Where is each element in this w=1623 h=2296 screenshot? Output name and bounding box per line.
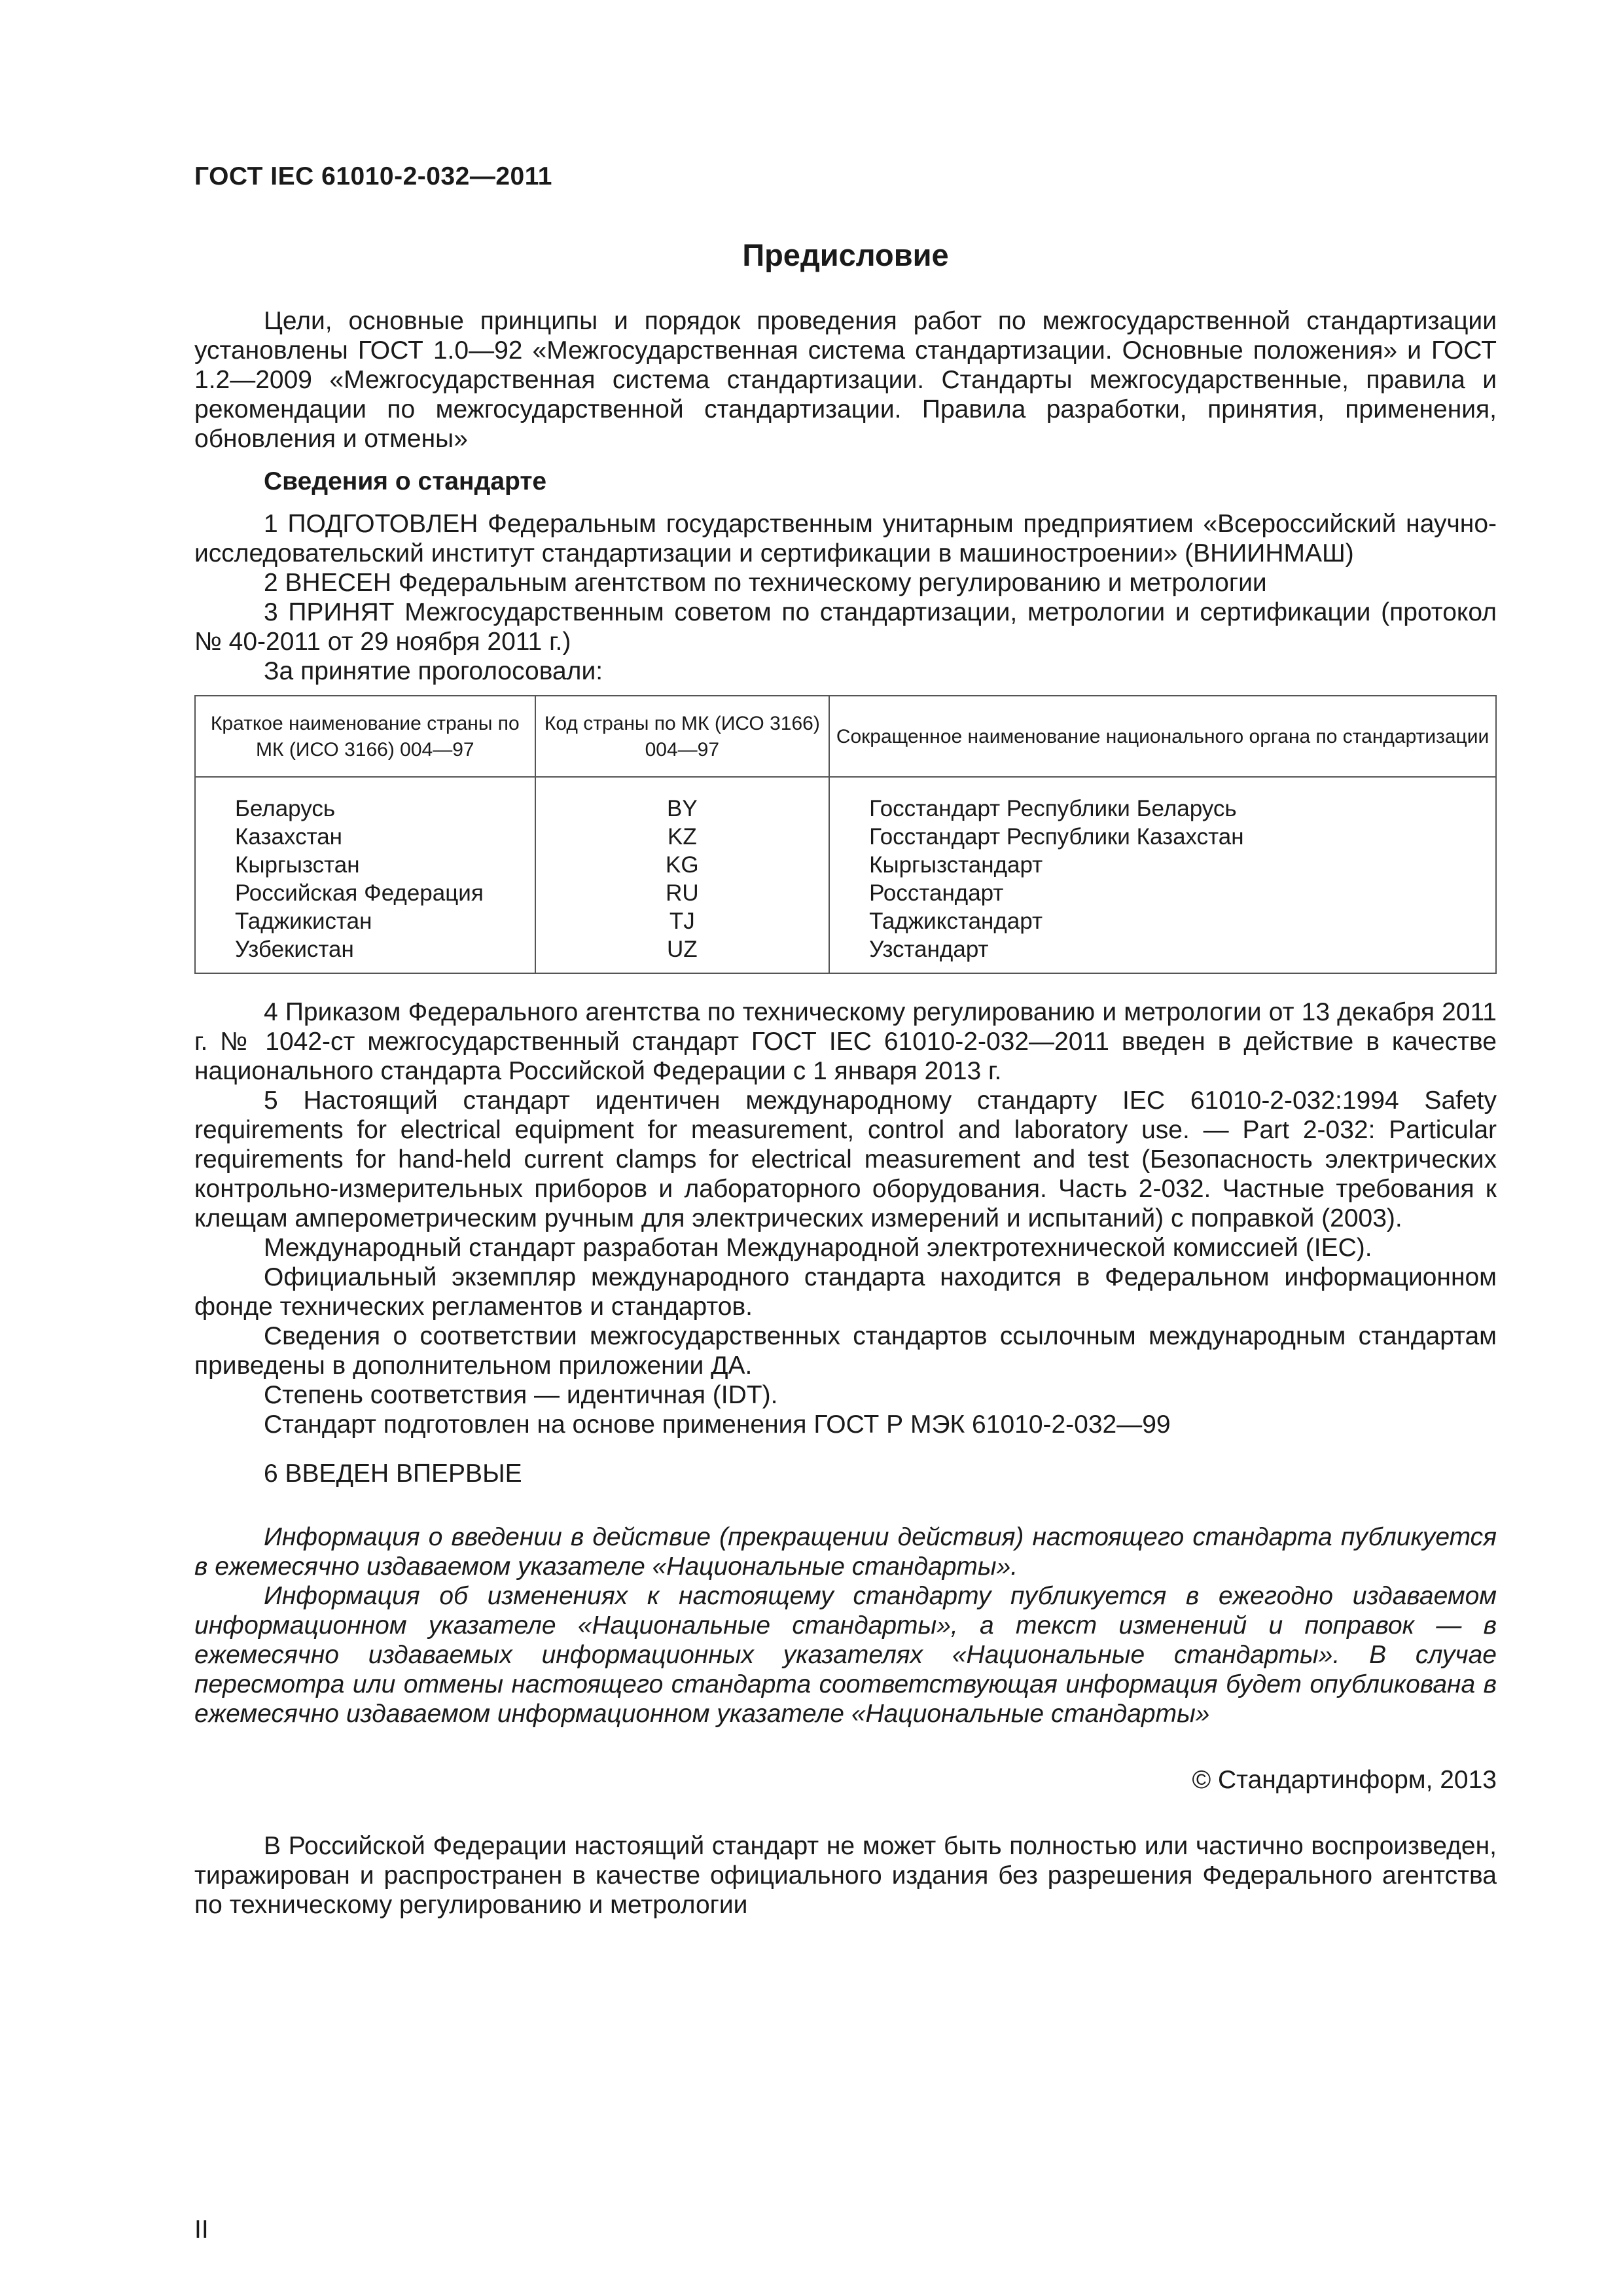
footer-notice: В Российской Федерации настоящий стандарт не может быть полностью или частично воспроизведен, тиражирован и распространен в качестве официального издания без разрешения Федерального агентства по техническому регулированию и метрологии	[194, 1832, 1497, 1919]
copyright: © Стандартинформ, 2013	[1192, 1766, 1497, 1794]
code-cell: RU	[535, 879, 829, 907]
country-cell: Российская Федерация	[195, 879, 535, 907]
page-title: Предисловие	[742, 238, 949, 272]
item-5: 5 Настоящий стандарт идентичен международному стандарту IEC 61010-2-032:1994 Safety requirements for electrical equipment for measurement, control and laboratory use. — Part 2-032: Particular requirements for hand-held current clamps for electrical measurement and test (Безопасность электрических контрольно-измерительных приборов и лабораторного оборудования. Часть 2-032. Частные требования к клещам амперометрическим ручным для электрических измерений и испытаний) с поправкой (2003).	[194, 1086, 1497, 1232]
vote-table-header-country: Краткое наименование страны по МК (ИСО 3166) 004—97	[195, 696, 535, 777]
code-cell: KG	[535, 851, 829, 879]
country-cell: Беларусь	[195, 784, 535, 823]
table-row	[195, 935, 1496, 973]
country-cell: Казахстан	[195, 823, 535, 851]
main-content	[194, 306, 1497, 1920]
item-3: 3 ПРИНЯТ Межгосударственным советом по стандартизации, метрологии и сертификации (протокол № 40-2011 от 29 ноября 2011 г.)	[194, 598, 1497, 656]
vote-table-header-body: Сокращенное наименование национального органа по стандартизации	[829, 696, 1496, 777]
document-code: ГОСТ IEC 61010-2-032—2011	[194, 162, 552, 190]
info-heading: Сведения о стандарте	[264, 467, 547, 495]
item-5-degree: Степень соответствия — идентичная (IDT).	[264, 1381, 778, 1409]
intro-paragraph: Цели, основные принципы и порядок проведения работ по межгосударственной стандартизации установлены ГОСТ 1.0—92 «Межгосударственная система стандартизации. Основные положения» и ГОСТ 1.2—2009 «Межгосударственная система стандартизации. Стандарты межгосударственные, правила и рекомендации по межгосударственной стандартизации. Правила разработки, принятия, применения, обновления и отмены»	[194, 307, 1497, 453]
code-cell: TJ	[535, 907, 829, 935]
item-4: 4 Приказом Федерального агентства по техническому регулированию и метрологии от 13 декабря 2011 г. № 1042-ст межгосударственный стандарт ГОСТ IEC 61010-2-032—2011 введен в действие в качестве национального стандарта Российской Федерации с 1 января 2013 г.	[194, 998, 1497, 1085]
table-row	[195, 784, 1496, 823]
vote-table	[194, 695, 1497, 974]
table-row	[195, 851, 1496, 879]
item-5-basis: Стандарт подготовлен на основе применения ГОСТ Р МЭК 61010-2-032—99	[264, 1410, 1171, 1439]
item-5-iec: Международный стандарт разработан Международной электротехнической комиссией (IEC).	[264, 1234, 1372, 1262]
body-cell: Госстандарт Республики Беларусь	[829, 784, 1496, 823]
page-number: II	[194, 2215, 209, 2244]
code-cell: KZ	[535, 823, 829, 851]
country-cell: Таджикистан	[195, 907, 535, 935]
vote-table-header-code: Код страны по МК (ИСО 3166) 004—97	[535, 696, 829, 777]
voted-label: За принятие проголосовали:	[264, 657, 603, 685]
item-5-copy: Официальный экземпляр международного стандарта находится в Федеральном информационном фонде технических регламентов и стандартов.	[194, 1263, 1497, 1321]
item-2: 2 ВНЕСЕН Федеральным агентством по техническому регулированию и метрологии	[264, 569, 1267, 597]
code-cell: BY	[535, 784, 829, 823]
code-cell: UZ	[535, 935, 829, 973]
body-cell: Кыргызстандарт	[829, 851, 1496, 879]
country-cell: Узбекистан	[195, 935, 535, 973]
body-cell: Узстандарт	[829, 935, 1496, 973]
body-cell: Таджикстандарт	[829, 907, 1496, 935]
item-6: 6 ВВЕДЕН ВПЕРВЫЕ	[264, 1460, 522, 1488]
table-row	[195, 907, 1496, 935]
country-cell: Кыргызстан	[195, 851, 535, 879]
body-cell: Росстандарт	[829, 879, 1496, 907]
item-1: 1 ПОДГОТОВЛЕН Федеральным государственным унитарным предприятием «Всероссийский научно-исследовательский институт стандартизации и сертификации в машиностроении» (ВНИИНМАШ)	[194, 510, 1497, 567]
item-5-annex: Сведения о соответствии межгосударственных стандартов ссылочным международным стандартам приведены в дополнительном приложении ДА.	[194, 1322, 1497, 1380]
notice-paragraph-1: Информация о введении в действие (прекращении действия) настоящего стандарта публикуется в ежемесячно издаваемом указателе «Национальные стандарты».	[194, 1523, 1497, 1581]
table-row	[195, 823, 1496, 851]
notice-paragraph-2: Информация об изменениях к настоящему стандарту публикуется в ежегодно издаваемом информационном указателе «Национальные стандарты», а текст изменений и поправок — в ежемесячно издаваемых информационных указателях «Национальные стандарты». В случае пересмотра или отмены настоящего стандарта соответствующая информация будет опубликована в ежемесячно издаваемом информационном указателе «Национальные стандарты»	[194, 1582, 1497, 1728]
table-row	[195, 879, 1496, 907]
body-cell: Госстандарт Республики Казахстан	[829, 823, 1496, 851]
